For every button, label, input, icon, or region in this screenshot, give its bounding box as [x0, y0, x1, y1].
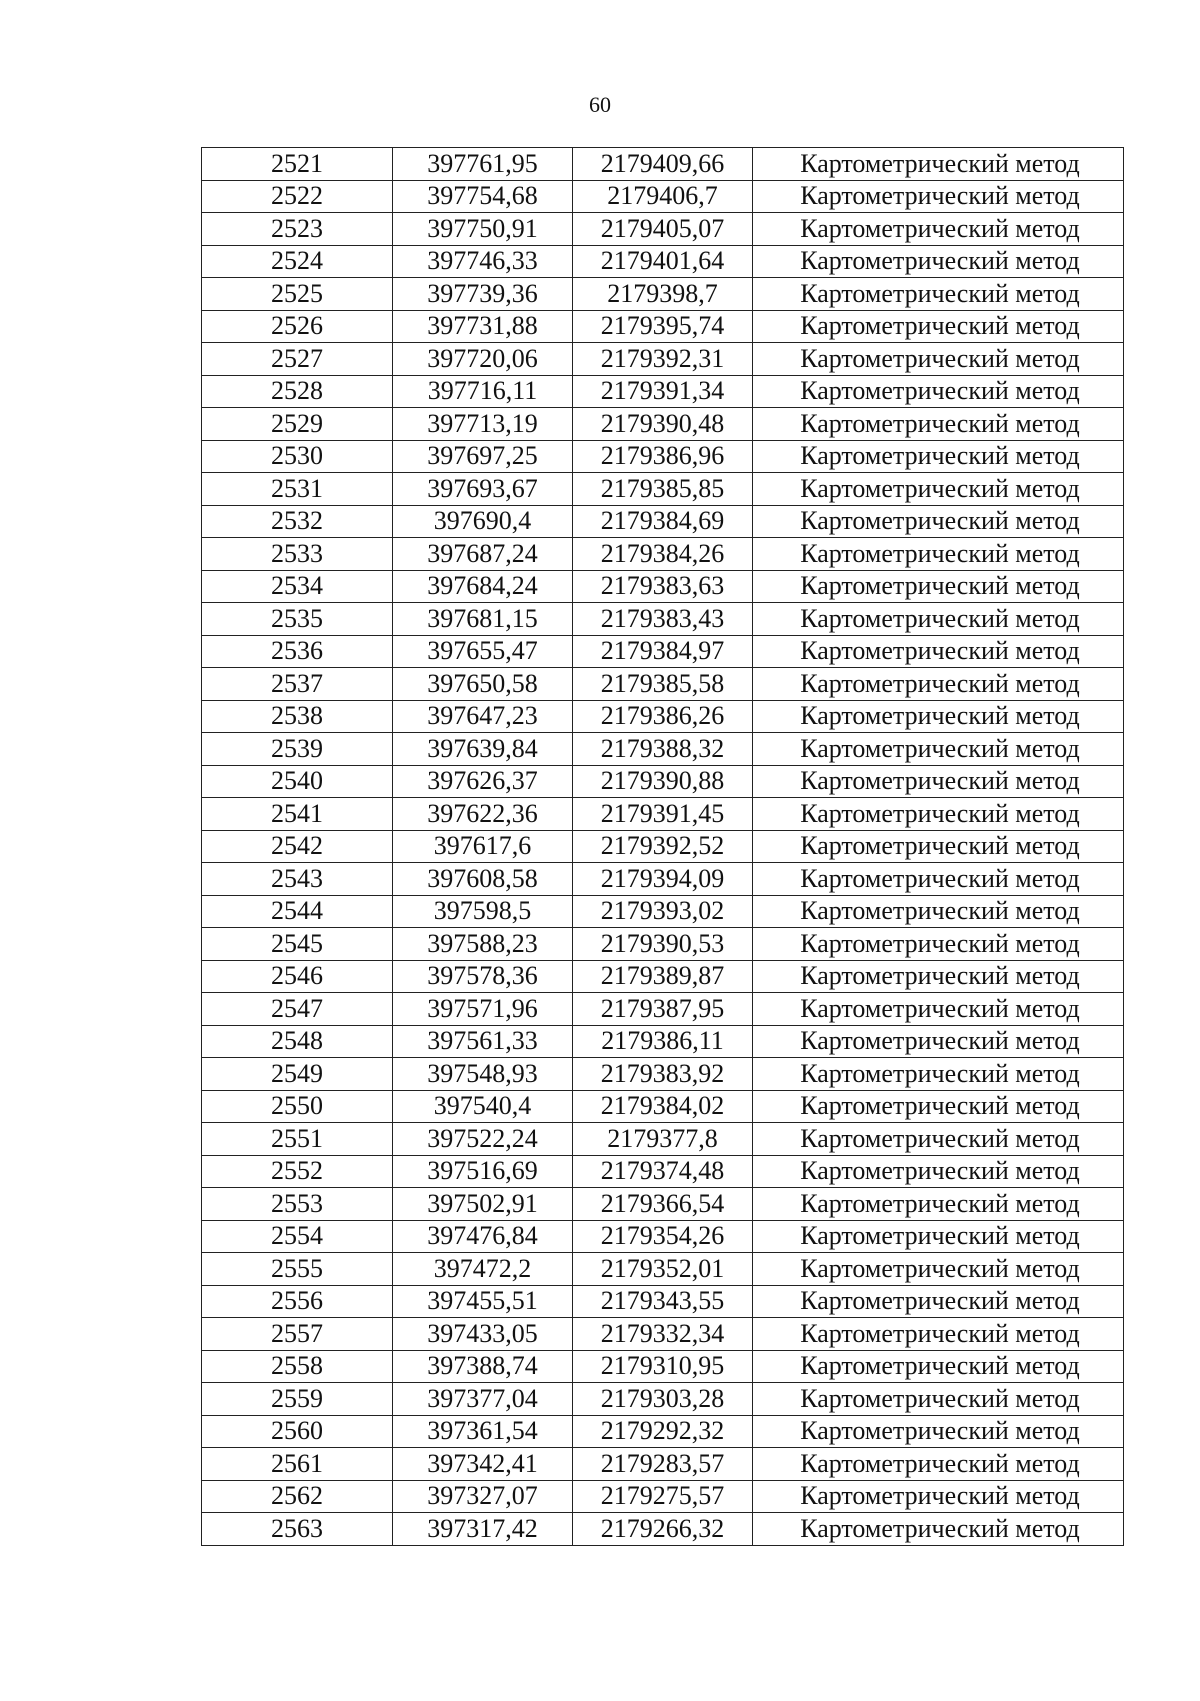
- method-cell: Картометрический метод: [753, 310, 1124, 343]
- method-cell: Картометрический метод: [753, 733, 1124, 766]
- y-coordinate-cell: 2179391,34: [573, 375, 753, 408]
- table-row: [202, 895, 1124, 928]
- coordinates-table-body: [202, 148, 1124, 1546]
- table-row: [202, 1448, 1124, 1481]
- point-number-cell: 2526: [202, 310, 393, 343]
- table-row: [202, 570, 1124, 603]
- method-cell: Картометрический метод: [753, 408, 1124, 441]
- method-cell: Картометрический метод: [753, 1058, 1124, 1091]
- method-cell: Картометрический метод: [753, 830, 1124, 863]
- point-number-cell: 2523: [202, 213, 393, 246]
- x-coordinate-cell: 397687,24: [393, 538, 573, 571]
- x-coordinate-cell: 397571,96: [393, 993, 573, 1026]
- x-coordinate-cell: 397342,41: [393, 1448, 573, 1481]
- y-coordinate-cell: 2179384,02: [573, 1090, 753, 1123]
- method-cell: Картометрический метод: [753, 1285, 1124, 1318]
- y-coordinate-cell: 2179388,32: [573, 733, 753, 766]
- method-cell: Картометрический метод: [753, 668, 1124, 701]
- y-coordinate-cell: 2179354,26: [573, 1220, 753, 1253]
- x-coordinate-cell: 397548,93: [393, 1058, 573, 1091]
- method-cell: Картометрический метод: [753, 213, 1124, 246]
- method-cell: Картометрический метод: [753, 180, 1124, 213]
- table-row: [202, 310, 1124, 343]
- method-cell: Картометрический метод: [753, 960, 1124, 993]
- y-coordinate-cell: 2179303,28: [573, 1383, 753, 1416]
- y-coordinate-cell: 2179393,02: [573, 895, 753, 928]
- x-coordinate-cell: 397598,5: [393, 895, 573, 928]
- table-row: [202, 1318, 1124, 1351]
- point-number-cell: 2547: [202, 993, 393, 1026]
- y-coordinate-cell: 2179406,7: [573, 180, 753, 213]
- method-cell: Картометрический метод: [753, 440, 1124, 473]
- point-number-cell: 2560: [202, 1415, 393, 1448]
- x-coordinate-cell: 397617,6: [393, 830, 573, 863]
- table-row: [202, 1253, 1124, 1286]
- y-coordinate-cell: 2179352,01: [573, 1253, 753, 1286]
- y-coordinate-cell: 2179374,48: [573, 1155, 753, 1188]
- method-cell: Картометрический метод: [753, 1448, 1124, 1481]
- point-number-cell: 2539: [202, 733, 393, 766]
- y-coordinate-cell: 2179391,45: [573, 798, 753, 831]
- y-coordinate-cell: 2179389,87: [573, 960, 753, 993]
- x-coordinate-cell: 397455,51: [393, 1285, 573, 1318]
- method-cell: Картометрический метод: [753, 1480, 1124, 1513]
- point-number-cell: 2538: [202, 700, 393, 733]
- method-cell: Картометрический метод: [753, 895, 1124, 928]
- y-coordinate-cell: 2179386,96: [573, 440, 753, 473]
- method-cell: Картометрический метод: [753, 1123, 1124, 1156]
- y-coordinate-cell: 2179409,66: [573, 148, 753, 181]
- point-number-cell: 2561: [202, 1448, 393, 1481]
- table-row: [202, 473, 1124, 506]
- point-number-cell: 2542: [202, 830, 393, 863]
- y-coordinate-cell: 2179377,8: [573, 1123, 753, 1156]
- table-row: [202, 538, 1124, 571]
- x-coordinate-cell: 397522,24: [393, 1123, 573, 1156]
- x-coordinate-cell: 397502,91: [393, 1188, 573, 1221]
- y-coordinate-cell: 2179384,69: [573, 505, 753, 538]
- method-cell: Картометрический метод: [753, 1350, 1124, 1383]
- table-row: [202, 993, 1124, 1026]
- table-row: [202, 245, 1124, 278]
- x-coordinate-cell: 397472,2: [393, 1253, 573, 1286]
- x-coordinate-cell: 397516,69: [393, 1155, 573, 1188]
- point-number-cell: 2544: [202, 895, 393, 928]
- x-coordinate-cell: 397731,88: [393, 310, 573, 343]
- method-cell: Картометрический метод: [753, 245, 1124, 278]
- x-coordinate-cell: 397561,33: [393, 1025, 573, 1058]
- point-number-cell: 2562: [202, 1480, 393, 1513]
- x-coordinate-cell: 397650,58: [393, 668, 573, 701]
- method-cell: Картометрический метод: [753, 765, 1124, 798]
- method-cell: Картометрический метод: [753, 1188, 1124, 1221]
- point-number-cell: 2531: [202, 473, 393, 506]
- y-coordinate-cell: 2179283,57: [573, 1448, 753, 1481]
- point-number-cell: 2524: [202, 245, 393, 278]
- table-row: [202, 928, 1124, 961]
- method-cell: Картометрический метод: [753, 1090, 1124, 1123]
- table-row: [202, 1220, 1124, 1253]
- y-coordinate-cell: 2179266,32: [573, 1513, 753, 1546]
- y-coordinate-cell: 2179390,88: [573, 765, 753, 798]
- table-row: [202, 408, 1124, 441]
- method-cell: Картометрический метод: [753, 473, 1124, 506]
- table-row: [202, 278, 1124, 311]
- y-coordinate-cell: 2179383,43: [573, 603, 753, 636]
- y-coordinate-cell: 2179392,31: [573, 343, 753, 376]
- x-coordinate-cell: 397746,33: [393, 245, 573, 278]
- method-cell: Картометрический метод: [753, 1513, 1124, 1546]
- table-row: [202, 1025, 1124, 1058]
- table-row: [202, 1415, 1124, 1448]
- table-row: [202, 830, 1124, 863]
- table-row: [202, 863, 1124, 896]
- method-cell: Картометрический метод: [753, 1415, 1124, 1448]
- table-row: [202, 960, 1124, 993]
- y-coordinate-cell: 2179343,55: [573, 1285, 753, 1318]
- x-coordinate-cell: 397388,74: [393, 1350, 573, 1383]
- point-number-cell: 2553: [202, 1188, 393, 1221]
- y-coordinate-cell: 2179390,53: [573, 928, 753, 961]
- y-coordinate-cell: 2179386,11: [573, 1025, 753, 1058]
- y-coordinate-cell: 2179366,54: [573, 1188, 753, 1221]
- x-coordinate-cell: 397684,24: [393, 570, 573, 603]
- x-coordinate-cell: 397655,47: [393, 635, 573, 668]
- y-coordinate-cell: 2179401,64: [573, 245, 753, 278]
- point-number-cell: 2555: [202, 1253, 393, 1286]
- y-coordinate-cell: 2179384,26: [573, 538, 753, 571]
- x-coordinate-cell: 397690,4: [393, 505, 573, 538]
- method-cell: Картометрический метод: [753, 928, 1124, 961]
- point-number-cell: 2535: [202, 603, 393, 636]
- table-row: [202, 440, 1124, 473]
- x-coordinate-cell: 397578,36: [393, 960, 573, 993]
- method-cell: Картометрический метод: [753, 635, 1124, 668]
- table-row: [202, 1350, 1124, 1383]
- y-coordinate-cell: 2179385,85: [573, 473, 753, 506]
- point-number-cell: 2522: [202, 180, 393, 213]
- y-coordinate-cell: 2179405,07: [573, 213, 753, 246]
- x-coordinate-cell: 397761,95: [393, 148, 573, 181]
- table-row: [202, 1480, 1124, 1513]
- table-row: [202, 1123, 1124, 1156]
- point-number-cell: 2545: [202, 928, 393, 961]
- y-coordinate-cell: 2179292,32: [573, 1415, 753, 1448]
- x-coordinate-cell: 397716,11: [393, 375, 573, 408]
- point-number-cell: 2532: [202, 505, 393, 538]
- x-coordinate-cell: 397697,25: [393, 440, 573, 473]
- x-coordinate-cell: 397754,68: [393, 180, 573, 213]
- x-coordinate-cell: 397317,42: [393, 1513, 573, 1546]
- y-coordinate-cell: 2179332,34: [573, 1318, 753, 1351]
- table-row: [202, 1090, 1124, 1123]
- point-number-cell: 2551: [202, 1123, 393, 1156]
- table-row: [202, 343, 1124, 376]
- point-number-cell: 2529: [202, 408, 393, 441]
- point-number-cell: 2537: [202, 668, 393, 701]
- point-number-cell: 2527: [202, 343, 393, 376]
- table-row: [202, 180, 1124, 213]
- method-cell: Картометрический метод: [753, 798, 1124, 831]
- x-coordinate-cell: 397622,36: [393, 798, 573, 831]
- y-coordinate-cell: 2179383,63: [573, 570, 753, 603]
- point-number-cell: 2563: [202, 1513, 393, 1546]
- table-row: [202, 1285, 1124, 1318]
- point-number-cell: 2549: [202, 1058, 393, 1091]
- x-coordinate-cell: 397750,91: [393, 213, 573, 246]
- method-cell: Картометрический метод: [753, 603, 1124, 636]
- table-row: [202, 733, 1124, 766]
- table-row: [202, 798, 1124, 831]
- table-row: [202, 1058, 1124, 1091]
- table-row: [202, 505, 1124, 538]
- method-cell: Картометрический метод: [753, 148, 1124, 181]
- table-row: [202, 213, 1124, 246]
- point-number-cell: 2541: [202, 798, 393, 831]
- point-number-cell: 2543: [202, 863, 393, 896]
- x-coordinate-cell: 397361,54: [393, 1415, 573, 1448]
- method-cell: Картометрический метод: [753, 1155, 1124, 1188]
- point-number-cell: 2558: [202, 1350, 393, 1383]
- table-row: [202, 635, 1124, 668]
- x-coordinate-cell: 397608,58: [393, 863, 573, 896]
- method-cell: Картометрический метод: [753, 1318, 1124, 1351]
- table-row: [202, 1383, 1124, 1416]
- point-number-cell: 2556: [202, 1285, 393, 1318]
- y-coordinate-cell: 2179392,52: [573, 830, 753, 863]
- point-number-cell: 2521: [202, 148, 393, 181]
- point-number-cell: 2552: [202, 1155, 393, 1188]
- point-number-cell: 2559: [202, 1383, 393, 1416]
- x-coordinate-cell: 397476,84: [393, 1220, 573, 1253]
- y-coordinate-cell: 2179310,95: [573, 1350, 753, 1383]
- y-coordinate-cell: 2179398,7: [573, 278, 753, 311]
- point-number-cell: 2557: [202, 1318, 393, 1351]
- method-cell: Картометрический метод: [753, 375, 1124, 408]
- x-coordinate-cell: 397626,37: [393, 765, 573, 798]
- point-number-cell: 2528: [202, 375, 393, 408]
- coordinates-table: [201, 147, 1124, 1546]
- point-number-cell: 2540: [202, 765, 393, 798]
- y-coordinate-cell: 2179384,97: [573, 635, 753, 668]
- y-coordinate-cell: 2179383,92: [573, 1058, 753, 1091]
- method-cell: Картометрический метод: [753, 570, 1124, 603]
- method-cell: Картометрический метод: [753, 993, 1124, 1026]
- table-row: [202, 375, 1124, 408]
- method-cell: Картометрический метод: [753, 1383, 1124, 1416]
- method-cell: Картометрический метод: [753, 538, 1124, 571]
- point-number-cell: 2554: [202, 1220, 393, 1253]
- x-coordinate-cell: 397433,05: [393, 1318, 573, 1351]
- x-coordinate-cell: 397647,23: [393, 700, 573, 733]
- method-cell: Картометрический метод: [753, 1253, 1124, 1286]
- method-cell: Картометрический метод: [753, 1025, 1124, 1058]
- table-row: [202, 1188, 1124, 1221]
- method-cell: Картометрический метод: [753, 505, 1124, 538]
- x-coordinate-cell: 397377,04: [393, 1383, 573, 1416]
- y-coordinate-cell: 2179387,95: [573, 993, 753, 1026]
- method-cell: Картометрический метод: [753, 343, 1124, 376]
- x-coordinate-cell: 397639,84: [393, 733, 573, 766]
- table-row: [202, 668, 1124, 701]
- x-coordinate-cell: 397327,07: [393, 1480, 573, 1513]
- x-coordinate-cell: 397693,67: [393, 473, 573, 506]
- point-number-cell: 2533: [202, 538, 393, 571]
- y-coordinate-cell: 2179385,58: [573, 668, 753, 701]
- table-row: [202, 765, 1124, 798]
- table-row: [202, 700, 1124, 733]
- table-row: [202, 1155, 1124, 1188]
- table-row: [202, 1513, 1124, 1546]
- y-coordinate-cell: 2179395,74: [573, 310, 753, 343]
- point-number-cell: 2546: [202, 960, 393, 993]
- x-coordinate-cell: 397713,19: [393, 408, 573, 441]
- method-cell: Картометрический метод: [753, 700, 1124, 733]
- y-coordinate-cell: 2179386,26: [573, 700, 753, 733]
- y-coordinate-cell: 2179394,09: [573, 863, 753, 896]
- x-coordinate-cell: 397739,36: [393, 278, 573, 311]
- x-coordinate-cell: 397540,4: [393, 1090, 573, 1123]
- point-number-cell: 2550: [202, 1090, 393, 1123]
- x-coordinate-cell: 397681,15: [393, 603, 573, 636]
- page-number: 60: [589, 92, 611, 117]
- table-row: [202, 148, 1124, 181]
- y-coordinate-cell: 2179275,57: [573, 1480, 753, 1513]
- point-number-cell: 2534: [202, 570, 393, 603]
- method-cell: Картометрический метод: [753, 863, 1124, 896]
- method-cell: Картометрический метод: [753, 1220, 1124, 1253]
- table-row: [202, 603, 1124, 636]
- x-coordinate-cell: 397588,23: [393, 928, 573, 961]
- y-coordinate-cell: 2179390,48: [573, 408, 753, 441]
- method-cell: Картометрический метод: [753, 278, 1124, 311]
- x-coordinate-cell: 397720,06: [393, 343, 573, 376]
- point-number-cell: 2536: [202, 635, 393, 668]
- point-number-cell: 2548: [202, 1025, 393, 1058]
- point-number-cell: 2525: [202, 278, 393, 311]
- point-number-cell: 2530: [202, 440, 393, 473]
